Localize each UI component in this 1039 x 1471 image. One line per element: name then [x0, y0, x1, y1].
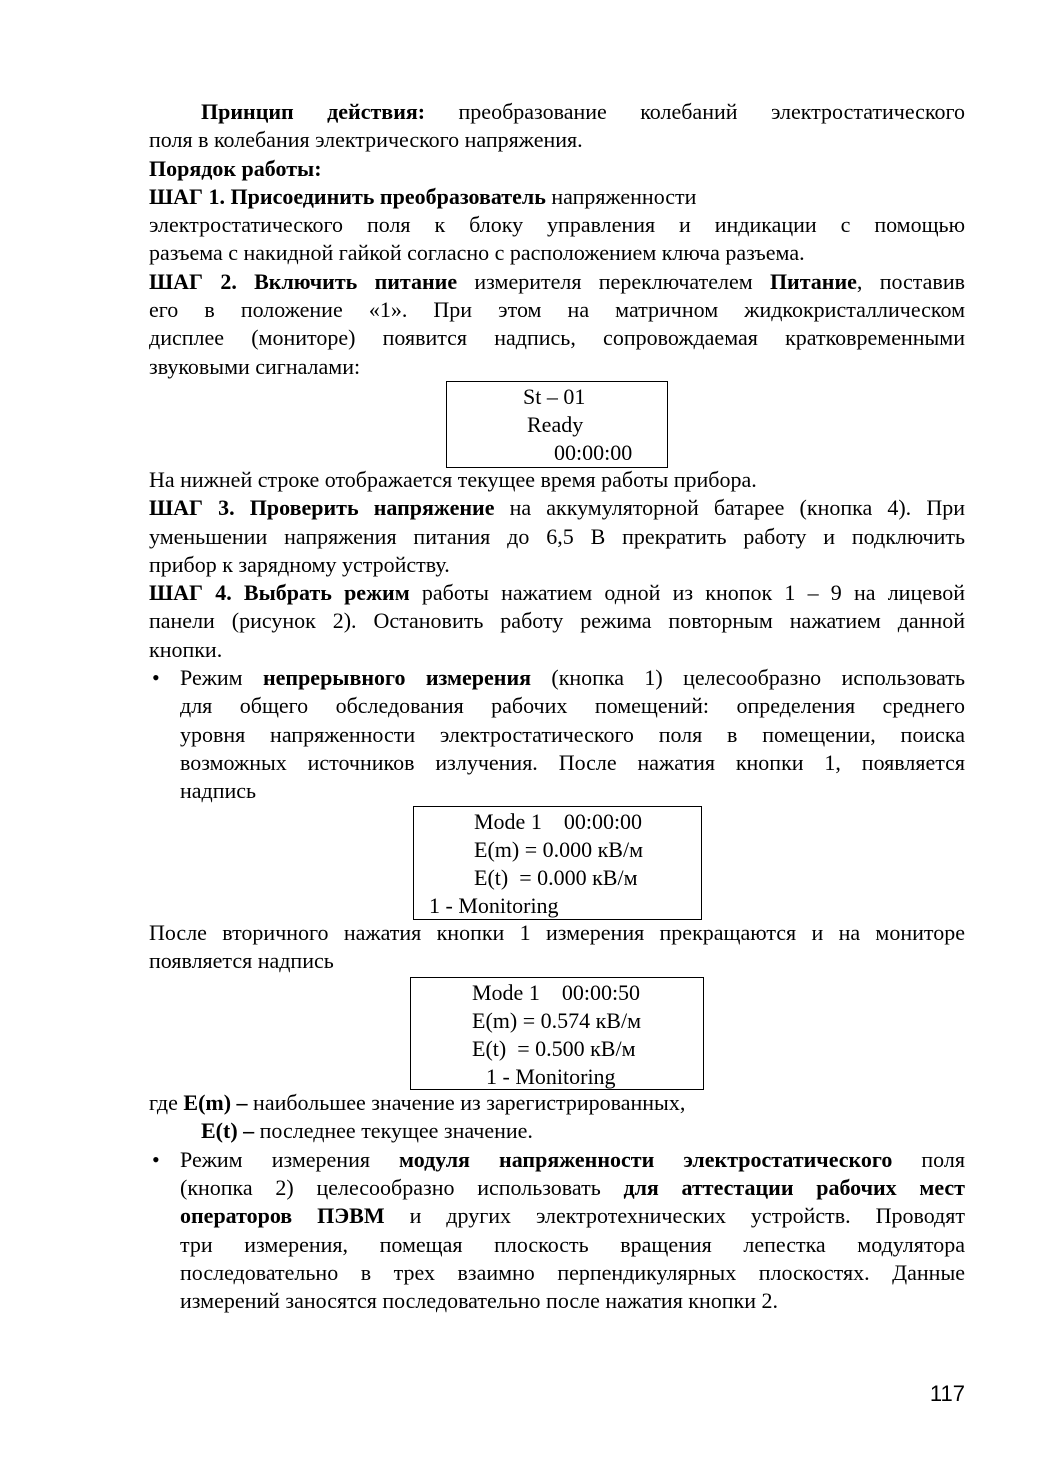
- step1-line-1: ШАГ 1. Присоединить преобразователь напряженности: [149, 183, 697, 209]
- bullet1-line-4: возможных источников излучения. После нажатия кнопки 1, появляется: [180, 749, 965, 775]
- bullet1-line-5: надпись: [180, 778, 257, 804]
- step2-line-3: дисплее (мониторе) появится надпись, сопровождаемая кратковременными: [149, 325, 965, 351]
- bullet1-line-1: • Режим непрерывного измерения (кнопка 1) целесообразно использовать: [149, 664, 965, 692]
- step3-line-1: ШАГ 3. Проверить напряжение на аккумуляторной батарее (кнопка 4). При: [149, 495, 965, 521]
- step4-line-3: кнопки.: [149, 636, 223, 662]
- step1-line-2: электростатического поля к блоку управления и индикации с помощью: [149, 212, 965, 238]
- step2-line-1: ШАГ 2. Включить питание измерителя переключателем Питание, поставив: [149, 268, 965, 294]
- bullet1-line-3: уровня напряженности электростатического поля в помещении, поиска: [180, 721, 965, 747]
- step1-line-3: разъема с накидной гайкой согласно с расположением ключа разъема.: [149, 240, 805, 266]
- principle-line-2: поля в колебания электрического напряжения.: [149, 127, 583, 153]
- display-row: E(t) = 0.000 кВ/м: [474, 865, 638, 890]
- display-row: Mode 1 00:00:50: [472, 980, 641, 1005]
- bullet1-line-2: для общего обследования рабочих помещений: определения среднего: [180, 693, 965, 719]
- display-box-mode1-stop: [410, 977, 704, 1090]
- bullet-icon: •: [152, 665, 160, 691]
- order-heading: Порядок работы:: [149, 155, 322, 181]
- where-line-1: где E(m) – наибольшее значение из зарегистрированных,: [149, 1090, 686, 1116]
- display-row: Mode 1 00:00:00: [474, 809, 643, 834]
- principle-label: Принцип действия:: [201, 99, 426, 124]
- display-row: 1 - Monitoring: [429, 893, 559, 918]
- display-row: St – 01: [523, 384, 586, 409]
- display-row: E(t) = 0.500 кВ/м: [472, 1036, 636, 1061]
- bullet2-line-6: измерений заносятся последовательно после нажатия кнопки 2.: [180, 1288, 779, 1314]
- step4-title: ШАГ 4. Выбрать режим: [149, 580, 410, 606]
- where-line-2: E(t) – последнее текущее значение.: [201, 1118, 533, 1144]
- step2-line-4: звуковыми сигналами:: [149, 353, 361, 379]
- step4-line-2: панели (рисунок 2). Остановить работу режима повторным нажатием данной: [149, 608, 965, 634]
- after-display2-line-1: После вторичного нажатия кнопки 1 измерения прекращаются и на мониторе: [149, 919, 965, 945]
- after-display1: На нижней строке отображается текущее время работы прибора.: [149, 466, 757, 492]
- step2-title: ШАГ 2. Включить питание: [149, 268, 458, 294]
- bullet2-line-1: • Режим измерения модуля напряженности электростатического поля: [149, 1146, 965, 1174]
- bullet2-line-2: (кнопка 2) целесообразно использовать для аттестации рабочих мест: [180, 1175, 965, 1201]
- display-row: 1 - Monitoring: [486, 1064, 616, 1089]
- bullet2-line-3: операторов ПЭВМ и других электротехнических устройств. Проводят: [180, 1203, 965, 1229]
- step2-line-2: его в положение «1». При этом на матричном жидкокристаллическом: [149, 297, 965, 323]
- display-row: Ready: [527, 412, 584, 437]
- after-display2-line-2: появляется надпись: [149, 947, 334, 973]
- display-box-mode1-start: [413, 806, 702, 920]
- bullet-icon: •: [152, 1146, 160, 1172]
- bullet2-line-4: три измерения, помещая плоскость вращения лепестка модулятора: [180, 1231, 965, 1257]
- page-number: 117: [929, 1381, 965, 1406]
- step1-title: ШАГ 1. Присоединить преобразователь: [149, 183, 546, 209]
- principle-line-1: Принцип действия: преобразование колебаний электростатического: [201, 99, 965, 124]
- document-body: [149, 98, 965, 1316]
- display-box-startup: [446, 381, 668, 468]
- display-row: E(m) = 0.000 кВ/м: [474, 837, 644, 862]
- step4-line-1: ШАГ 4. Выбрать режим работы нажатием одной из кнопок 1 – 9 на лицевой: [149, 580, 965, 606]
- display-row: E(m) = 0.574 кВ/м: [472, 1008, 642, 1033]
- step3-line-2: уменьшении напряжения питания до 6,5 В прекратить работу и подключить: [149, 523, 965, 549]
- display-row: 00:00:00: [554, 440, 633, 465]
- step3-title: ШАГ 3. Проверить напряжение: [149, 495, 495, 521]
- step3-line-3: прибор к зарядному устройству.: [149, 551, 450, 577]
- bullet2-line-5: последовательно в трех взаимно перпендикулярных плоскостях. Данные: [180, 1259, 965, 1285]
